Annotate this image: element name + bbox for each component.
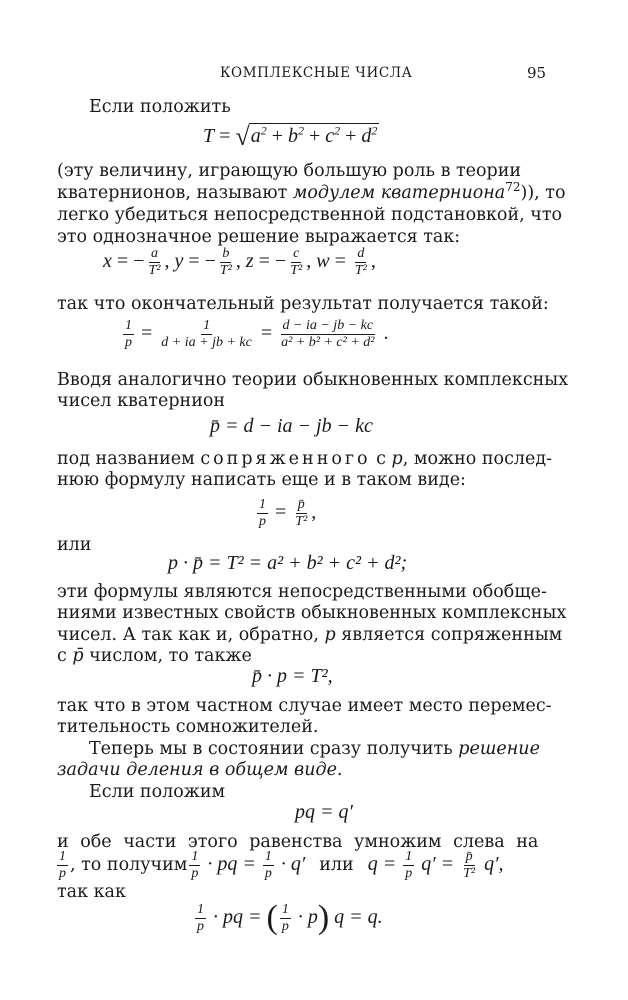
text-line: так что в этом частном случае имеет место перемес- xyxy=(57,696,552,716)
text-line: Если положить xyxy=(89,97,231,117)
text-line: с p̄ числом, то также xyxy=(57,646,252,666)
text-line: нюю формулу написать еще и в таком виде: xyxy=(57,470,466,490)
formula-inverse: $\frac{1}{p}$ = $\frac{p̄}{\text{T²}}$ , xyxy=(259,497,317,530)
page-number: 95 xyxy=(527,64,547,82)
formula-norm: p · p̄ = T² = a² + b² + c² + d²; xyxy=(168,552,408,574)
text-line: Вводя аналогично теории обыкновенных комплексных xyxy=(57,370,569,390)
formula-conjugate: p̄ = d − ia − jb − kc xyxy=(210,415,373,437)
text-line: это однозначное решение выражается так: xyxy=(57,227,461,247)
formula-modulus: $T = √a^2 + b^2 + c^2 + d^2$ xyxy=(203,122,378,151)
text-line: Теперь мы в состоянии сразу получить решение xyxy=(89,739,540,759)
text-line: под названием сопряженного с p, можно послед- xyxy=(57,449,553,469)
text-line: и обе части этого равенства умножим слева на xyxy=(57,832,539,852)
text-line: легко убедиться непосредственной подстановкой, что xyxy=(57,205,563,225)
formula-reciprocal: $\frac{1}{p}$ = $\frac{1}{d + ia + jb + kc}$ = $\frac{d - ia - jb - kc}{\text{a² + b² + c² + d²}}$ . xyxy=(125,318,389,351)
text-line-with-formula: $\frac{1}{p}$ , то получим $\frac{1}{p}$ · pq = $\frac{1}{p}$ · q′ или q = $\frac{1}{p}$ q′ = $\frac{p̄}{\text{T²}}$ q′, xyxy=(59,849,504,882)
text-line: так как xyxy=(57,882,126,902)
text-line: или xyxy=(57,535,92,555)
formula-product: pq = q′ xyxy=(295,801,353,823)
text-line: так что окончательный результат получается такой: xyxy=(57,294,549,314)
text-line: (эту величину, играющую большую роль в теории xyxy=(57,161,522,181)
text-line: Если положим xyxy=(89,782,226,802)
text-line: кватернионов, называют модулем кватерниона$^{72}$)), то xyxy=(57,180,566,203)
text-line: чисел кватернион xyxy=(57,391,226,411)
running-title: КОМПЛЕКСНЫЕ ЧИСЛА xyxy=(220,65,413,81)
text-line: эти формулы являются непосредственными обобще- xyxy=(57,582,547,602)
formula-solution: x = − $\frac{a}{\text{T²}}$ , y = − $\frac{b}{\text{T²}}$ , z = − $\frac{c}{\text{T²}}$ , w = $\frac{d}{\text{T²}}$ , xyxy=(103,246,376,279)
formula-commute: p̄ · p = T², xyxy=(252,665,333,687)
text-line: чисел. А так как и, обратно, p является сопряженным xyxy=(57,625,563,645)
text-line: тительность сомножителей. xyxy=(57,717,319,737)
text-line: задачи деления в общем виде. xyxy=(57,760,343,780)
text-line: ниями известных свойств обыкновенных комплексных xyxy=(57,603,567,623)
formula-identity: $\frac{1}{p}$ · pq = ( $\frac{1}{p}$ · p) q = q. xyxy=(197,899,383,937)
